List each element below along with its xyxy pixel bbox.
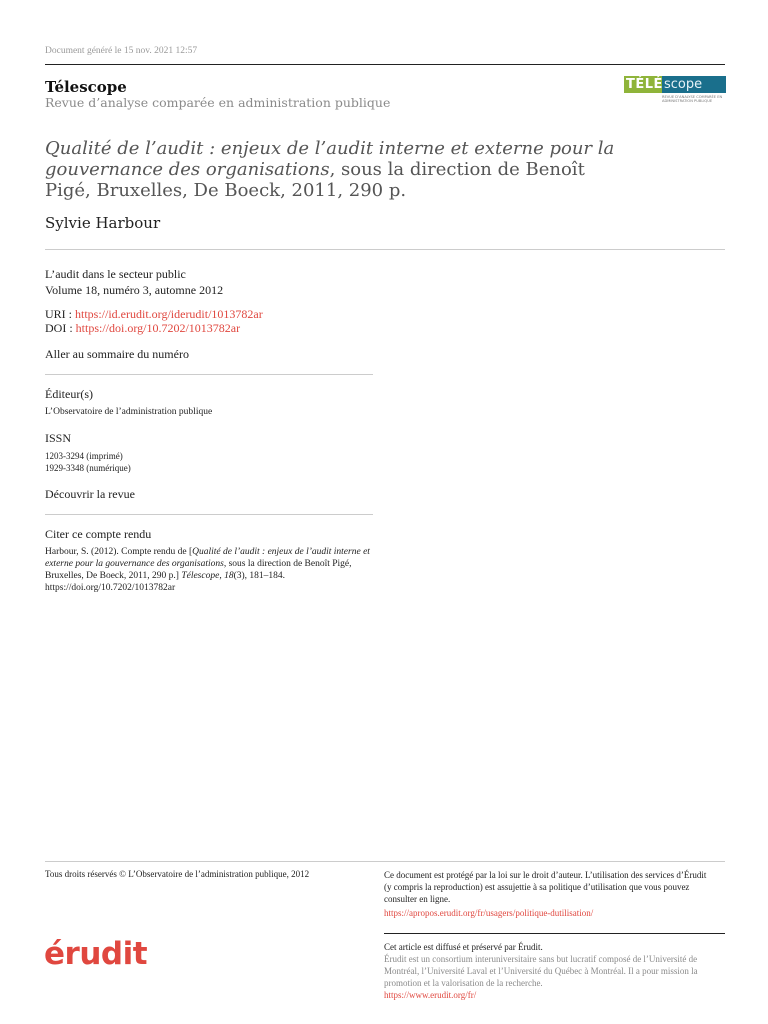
journal-title: Télescope: [45, 78, 127, 96]
citation-heading: Citer ce compte rendu: [45, 527, 152, 541]
protect-text: Ce document est protégé par la loi sur le droit d’auteur. L’utilisation des services d’Érudit (y compris la reproduction) est assujettie à sa politique d’utilisation que vous pouvez consulter en ligne.: [384, 870, 707, 904]
discover-journal-link[interactable]: Découvrir la revue: [45, 487, 135, 501]
uri-label: URI :: [45, 307, 75, 321]
citation-sep: ,: [219, 571, 225, 581]
issn-values: [45, 451, 131, 474]
citation-post: (3), 181–184. https://doi.org/10.7202/1013782ar: [45, 571, 286, 593]
footer-divider-right: [384, 933, 725, 934]
divider: [45, 249, 725, 250]
erudit-link[interactable]: https://www.erudit.org/fr/: [384, 990, 477, 1000]
rights-notice: Tous droits réservés © L’Observatoire de l’administration publique, 2012: [45, 869, 310, 879]
logo-part1: TÉLÉ: [626, 77, 663, 92]
article-title-rest: , sous la direction de Benoît Pigé, Bruxelles, De Boeck, 2011, 290 p.: [45, 159, 585, 201]
citation-volume: 18: [224, 571, 234, 581]
article-title: [45, 138, 635, 201]
doi-label: DOI :: [45, 321, 76, 335]
sommaire-link[interactable]: Aller au sommaire du numéro: [45, 347, 189, 361]
article-author: Sylvie Harbour: [45, 214, 161, 232]
erudit-notice: [384, 941, 714, 1001]
publisher-heading: Éditeur(s): [45, 387, 93, 401]
issn-print: 1203-3294 (imprimé): [45, 451, 123, 461]
diff-text: Érudit est un consortium interuniversitaire sans but lucratif composé de l’Université de Montréal, l’Université Laval et l’Université du Québec à Montréal. Il a pour mission la promotion et la valorisation de la recherche.: [384, 954, 698, 988]
citation-text: [45, 546, 375, 594]
copyright-notice: [384, 869, 714, 919]
article-title-italic: Qualité de l’audit : enjeux de l’audit interne et externe pour la gouvernance des organisations: [45, 138, 615, 180]
diff-heading: Cet article est diffusé et préservé par Érudit.: [384, 942, 543, 952]
logo-tagline: REVUE D’ANALYSE COMPARÉE EN ADMINISTRATION PUBLIQUE: [662, 95, 723, 103]
erudit-logo: érudit: [44, 936, 148, 972]
divider: [45, 374, 373, 375]
policy-link[interactable]: https://apropos.erudit.org/fr/usagers/politique-dutilisation/: [384, 908, 594, 918]
identifiers: [45, 307, 263, 335]
issue-info: [45, 266, 223, 298]
telescope-logo: [624, 76, 726, 106]
footer-divider: [45, 861, 725, 862]
citation-journal: Télescope: [181, 571, 220, 581]
publisher-name: L’Observatoire de l’administration publique: [45, 407, 213, 417]
citation-mid: , sous la direction de Benoît Pigé, Bruxelles, De Boeck, 2011, 290 p.]: [45, 559, 352, 581]
divider: [45, 514, 373, 515]
issn-digital: 1929-3348 (numérique): [45, 462, 131, 473]
top-divider: [45, 64, 725, 65]
issue-theme: L’audit dans le secteur public: [45, 267, 186, 281]
citation-pre: Harbour, S. (2012). Compte rendu de [: [45, 547, 193, 557]
generated-date: Document généré le 15 nov. 2021 12:57: [45, 46, 198, 56]
uri-link[interactable]: https://id.erudit.org/iderudit/1013782ar: [75, 307, 263, 321]
citation-title: Qualité de l’audit : enjeux de l’audit interne et externe pour la gouvernance des organisations: [45, 547, 370, 569]
issue-volume: Volume 18, numéro 3, automne 2012: [45, 283, 224, 297]
issn-heading: ISSN: [45, 431, 72, 445]
doi-link[interactable]: https://doi.org/10.7202/1013782ar: [75, 321, 241, 335]
journal-subtitle: Revue d’analyse comparée en administration publique: [45, 95, 391, 110]
logo-part2: scope: [664, 77, 703, 92]
